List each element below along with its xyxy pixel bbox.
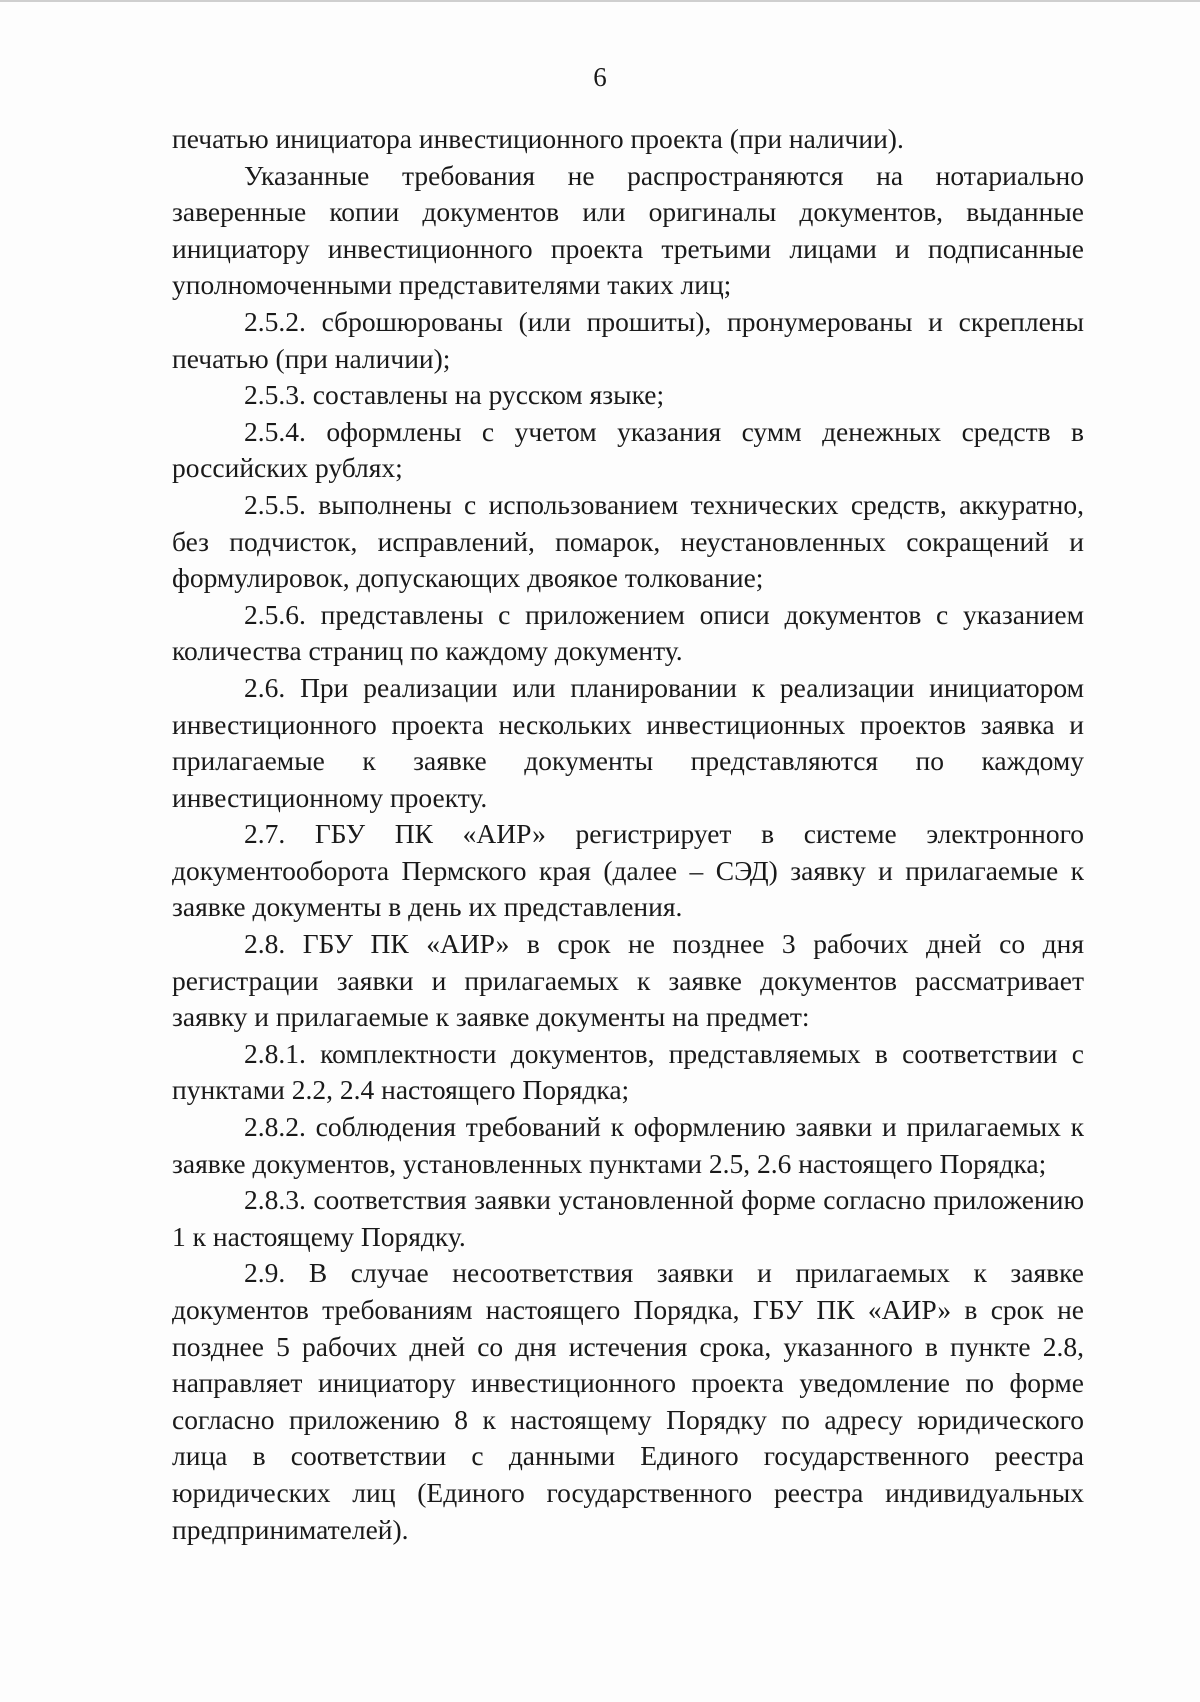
paragraph-2-5-2: 2.5.2. сброшюрованы (или прошиты), пронумерованы и скреплены печатью (при наличии); (172, 305, 1084, 374)
document-body (172, 121, 1084, 1548)
paragraph-2-5-5: 2.5.5. выполнены с использованием технических средств, аккуратно, без подчисток, исправлений, помарок, неустановленных сокращений и формулировок, допускающих двоякое толкование; (172, 488, 1084, 594)
paragraph-2-5-6: 2.5.6. представлены с приложением описи документов с указанием количества страниц по каждому документу. (172, 598, 1084, 667)
paragraph-2-8: 2.8. ГБУ ПК «АИР» в срок не позднее 3 рабочих дней со дня регистрации заявки и прилагаемых к заявке документов рассматривает заявку и прилагаемые к заявке документы на предмет: (172, 928, 1084, 1033)
paragraph-2-8-2: 2.8.2. соблюдения требований к оформлению заявки и прилагаемых к заявке документов, установленных пунктами 2.5, 2.6 настоящего Порядка; (172, 1111, 1084, 1179)
paragraph-2-5-4: 2.5.4. оформлены с учетом указания сумм денежных средств в российских рублях; (172, 415, 1084, 484)
paragraph-requirements-exception: Указанные требования не распространяются на нотариально заверенные копии документов или оригиналы документов, выданные инициатору инвестиционного проекта третьими лицами и подписанные уполномоченными представителями таких лиц; (172, 159, 1084, 301)
page-number: 6 (593, 62, 607, 92)
paragraph-2-8-1: 2.8.1. комплектности документов, представляемых в соответствии с пунктами 2.2, 2.4 настоящего Порядка; (172, 1037, 1084, 1106)
paragraph-2-7: 2.7. ГБУ ПК «АИР» регистрирует в системе электронного документооборота Пермского края (далее – СЭД) заявку и прилагаемые к заявке документы в день их представления. (172, 818, 1084, 923)
paragraph-continuation: печатью инициатора инвестиционного проекта (при наличии). (172, 123, 904, 154)
paragraph-2-8-3: 2.8.3. соответствия заявки установленной форме согласно приложению 1 к настоящему Порядку. (172, 1184, 1084, 1252)
paragraph-2-5-3: 2.5.3. составлены на русском языке; (244, 379, 665, 411)
paragraph-2-6: 2.6. При реализации или планировании к реализации инициатором инвестиционного проекта нескольких инвестиционных проектов заявка и прилагаемые к заявке документы представляются по каждому инвестиционному проекту. (172, 671, 1084, 813)
scan-edge (0, 0, 1200, 2)
paragraph-2-9: 2.9. В случае несоответствия заявки и прилагаемых к заявке документов требованиям настоящего Порядка, ГБУ ПК «АИР» в срок не позднее 5 рабочих дней со дня истечения срока, указанного в пункте 2.8, направляет инициатору инвестиционного проекта уведомление по форме согласно приложению 8 к настоящему Порядку по адресу юридического лица в соответствии с данными Единого государственного реестра юридических лиц (Единого государственного реестра индивидуальных предпринимателей). (172, 1257, 1084, 1545)
